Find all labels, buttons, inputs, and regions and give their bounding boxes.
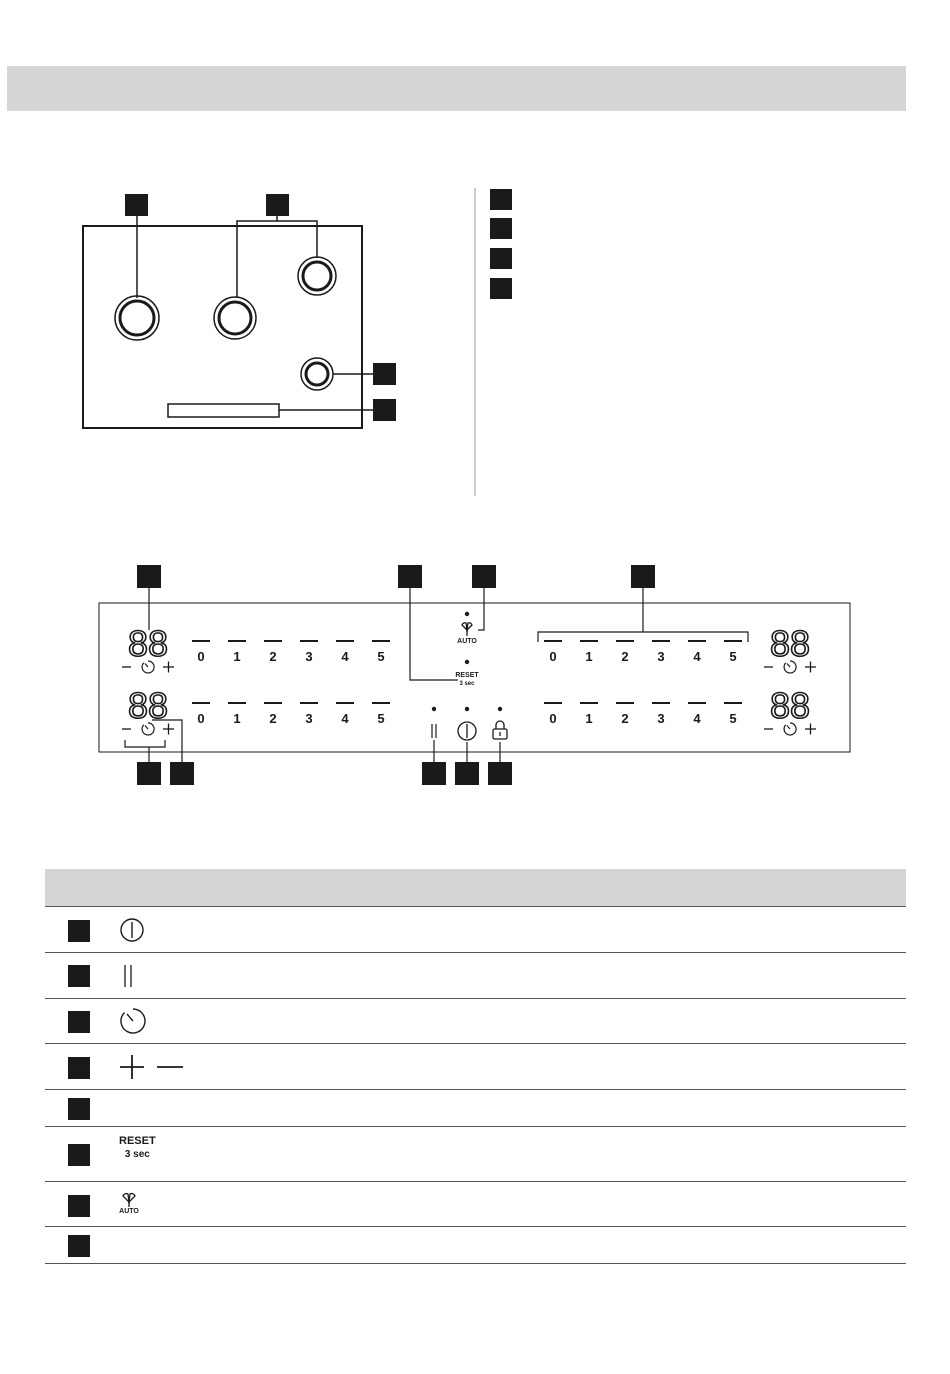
row-marker [68, 920, 90, 942]
lock-icon [493, 721, 507, 739]
table-row [45, 907, 906, 953]
hob-layout-diagram [0, 180, 950, 510]
power-level-label: 4 [693, 649, 701, 664]
power-scale-left-bottom [192, 703, 390, 726]
legend-marker [490, 278, 512, 299]
callout-marker [373, 399, 396, 421]
table-row [45, 1182, 906, 1227]
on-off-icon [119, 907, 145, 952]
auto-symbol-label: AUTO [119, 1208, 139, 1215]
callout-marker [455, 762, 479, 785]
power-level-label: 1 [585, 711, 593, 726]
callout-marker [398, 565, 422, 588]
power-level-label: 0 [549, 649, 557, 664]
zone-display-left-bottom [122, 685, 174, 735]
power-level-label: 2 [621, 649, 629, 664]
row-marker [68, 1057, 90, 1079]
power-scale-right-top [544, 641, 742, 664]
power-level-label: 5 [377, 649, 385, 664]
lock-led [498, 707, 502, 711]
zone-display-left-top [122, 623, 174, 673]
table-row [45, 1044, 906, 1090]
callout-marker [422, 762, 446, 785]
callout-marker [472, 565, 496, 588]
row-marker [68, 1011, 90, 1033]
zone-digits: 88 [127, 685, 169, 726]
power-level-label: 4 [341, 649, 349, 664]
timer-icon [119, 999, 147, 1043]
power-led [465, 707, 469, 711]
zone-display-right-bottom [764, 685, 816, 735]
power-scale-left-top [192, 641, 390, 664]
row-marker [68, 1195, 90, 1217]
callout-marker [137, 565, 161, 588]
control-panel-strip [168, 404, 279, 417]
row-marker [68, 1235, 90, 1257]
power-level-label: 0 [197, 649, 205, 664]
section-header-bar [7, 66, 906, 111]
zone-digits: 88 [769, 685, 811, 726]
callout-marker [266, 194, 289, 216]
power-level-label: 4 [341, 711, 349, 726]
reset-symbol-sub: 3 sec [124, 1149, 150, 1160]
reset-sub-label: 3 sec [459, 681, 475, 687]
power-level-label: 5 [377, 711, 385, 726]
power-level-label: 2 [269, 711, 277, 726]
callout-marker [125, 194, 148, 216]
zone-digits: 88 [127, 623, 169, 664]
auto-led [465, 612, 469, 616]
plus-minus-icon [119, 1044, 185, 1089]
table-row [45, 1227, 906, 1264]
reset-symbol-label: RESET [119, 1135, 156, 1147]
reset-led [465, 660, 469, 664]
zone-digits: 88 [769, 623, 811, 664]
power-level-label: 3 [657, 711, 665, 726]
auto-fan-icon [462, 623, 472, 636]
auto-label: AUTO [457, 638, 477, 645]
legend-marker [490, 248, 512, 269]
power-level-label: 0 [549, 711, 557, 726]
power-level-label: 1 [233, 711, 241, 726]
power-level-label: 4 [693, 711, 701, 726]
power-level-label: 5 [729, 711, 737, 726]
table-row [45, 953, 906, 999]
power-level-label: 3 [305, 649, 313, 664]
on-off-icon [458, 722, 476, 740]
burner-large [115, 296, 159, 340]
reset-symbol [119, 1127, 156, 1161]
pause-icon [432, 724, 436, 738]
burner-small [301, 358, 333, 390]
table-header [45, 869, 906, 907]
callout-marker [137, 762, 161, 785]
power-level-label: 3 [305, 711, 313, 726]
power-scale-right-bottom [544, 703, 742, 726]
legend-marker [490, 218, 512, 239]
table-row [45, 999, 906, 1044]
callout-marker [488, 762, 512, 785]
power-level-label: 2 [269, 649, 277, 664]
callout-marker [373, 363, 396, 385]
burner-medium [214, 297, 256, 339]
zone-display-right-top [764, 623, 816, 673]
auto-fan-icon [119, 1182, 139, 1226]
power-level-label: 0 [197, 711, 205, 726]
callout-marker [631, 565, 655, 588]
table-row [45, 1127, 906, 1182]
power-level-label: 2 [621, 711, 629, 726]
callout-marker [170, 762, 194, 785]
pause-led [432, 707, 436, 711]
row-marker [68, 965, 90, 987]
control-panel-diagram [0, 560, 950, 790]
power-level-label: 5 [729, 649, 737, 664]
legend-marker [490, 189, 512, 210]
row-marker [68, 1098, 90, 1120]
burner-medium-rear [298, 257, 336, 295]
reset-label: RESET [455, 672, 479, 679]
symbol-table [45, 869, 906, 1264]
power-level-label: 1 [233, 649, 241, 664]
power-level-label: 1 [585, 649, 593, 664]
power-level-label: 3 [657, 649, 665, 664]
pause-icon [119, 953, 139, 998]
table-row [45, 1090, 906, 1127]
row-marker [68, 1144, 90, 1166]
